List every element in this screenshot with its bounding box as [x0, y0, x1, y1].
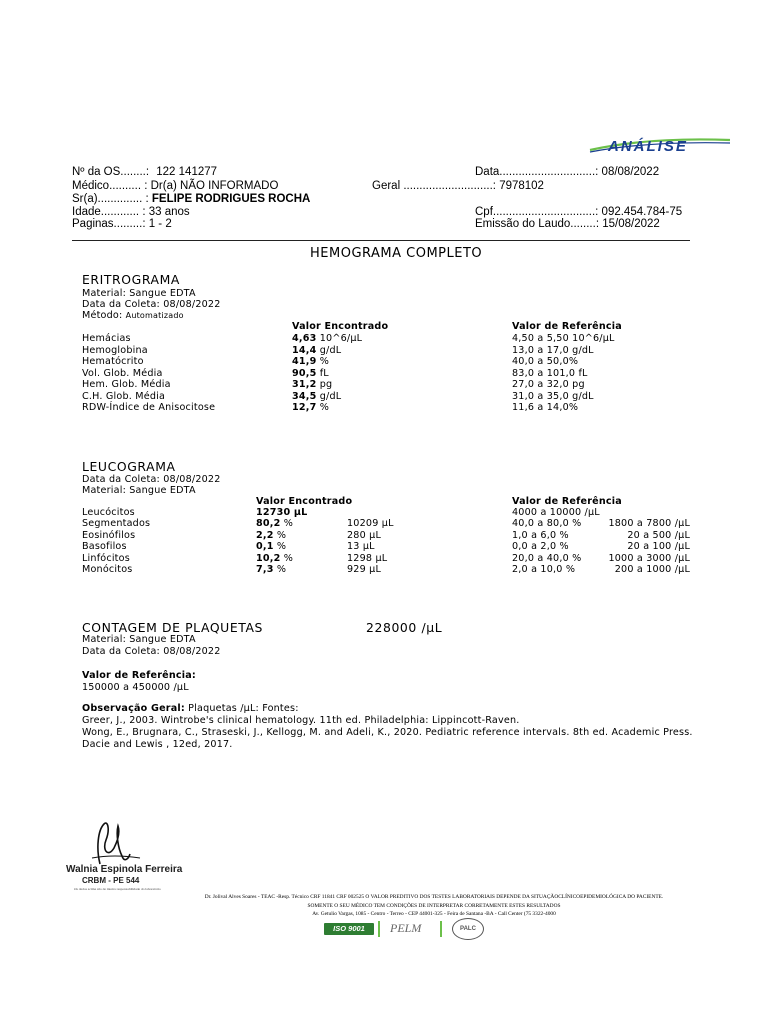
observacao-ref-1: Greer, J., 2003. Wintrobe's clinical hematology. 11th ed. Philadelphia: Lippincott-Raven.	[82, 715, 520, 726]
footer-line-2: SOMENTE O SEU MÉDICO TEM CONDIÇÕES DE INTERPRETAR CORRETAMENTE ESTES RESULTADOS	[307, 903, 561, 909]
eritrograma-row-unit: %	[319, 356, 330, 367]
plaquetas-ref-label: Valor de Referência:	[82, 670, 196, 681]
leucograma-row-pct-unit: %	[283, 552, 294, 564]
os-value: 122 141277	[156, 166, 218, 178]
leucograma-col-ref: Valor de Referência	[512, 496, 622, 507]
leucograma-row-pct	[256, 553, 293, 564]
eritrograma-row-value	[292, 402, 329, 413]
idade-label: Idade............ :	[72, 206, 146, 218]
patient-line	[72, 193, 310, 205]
data-label: Data..............................:	[475, 166, 599, 178]
leucograma-row-pct-unit: %	[276, 541, 287, 552]
iso-badge	[324, 923, 374, 935]
leucograma-row-pct-value: 7,3	[256, 564, 274, 575]
leucocitos-ref: 4000 a 10000 /µL	[512, 507, 600, 518]
eritrograma-col-valor: Valor Encontrado	[292, 321, 389, 332]
leucograma-col-valor: Valor Encontrado	[256, 496, 353, 507]
lab-logo-graphic	[588, 133, 733, 155]
observacao-ref-2: Wong, E., Brugnara, C., Straseski, J., Kellogg, M. and Adeli, K., 2020. Pediatric reference intervals. 8th ed. Academic Press.	[82, 727, 693, 738]
leucograma-row-ref-abs: 20 a 100 /µL	[627, 541, 690, 552]
paginas-line	[72, 218, 172, 230]
eritrograma-row-name: Hematócrito	[82, 356, 144, 367]
leucograma-row-ref-abs: 200 a 1000 /µL	[614, 564, 690, 575]
eritrograma-row-name: Vol. Glob. Média	[82, 367, 163, 379]
observacao-label: Observação Geral:	[82, 703, 185, 714]
leucograma-row-pct	[256, 564, 286, 575]
eritrograma-row-name: RDW-Índice de Anisocitose	[82, 402, 216, 413]
patient-name: FELIPE RODRIGUES ROCHA	[151, 193, 311, 205]
emissao-line	[475, 218, 660, 230]
emissao-label: Emissão do Laudo........:	[475, 218, 600, 230]
cpf-label: Cpf................................:	[475, 206, 599, 218]
leucograma-row-name: Monócitos	[82, 564, 133, 575]
eritrograma-row-number: 31,2	[292, 379, 317, 390]
geral-value: 7978102	[499, 180, 544, 192]
signature-crbm: CRBM - PE 544	[82, 876, 140, 885]
leucograma-row-abs: 13 µL	[347, 541, 375, 552]
leucograma-row-abs: 1298 µL	[347, 552, 388, 564]
plaquetas-value: 228000 /µL	[366, 620, 443, 635]
leucograma-heading: LEUCOGRAMA	[82, 459, 176, 474]
badge-divider-2	[440, 921, 442, 937]
leucograma-row-pct-value: 10,2	[256, 552, 281, 564]
eritrograma-row-number: 14,4	[292, 344, 317, 356]
data-line	[475, 166, 659, 178]
eritrograma-row-ref: 27,0 a 32,0 pg	[512, 379, 585, 390]
paginas-value: 1 - 2	[148, 218, 172, 230]
leucograma-row-pct	[256, 518, 293, 529]
emissao-value: 15/08/2022	[602, 218, 660, 230]
eritrograma-row-unit: pg	[319, 379, 333, 390]
lab-logo	[588, 133, 733, 155]
eritrograma-row-unit: %	[319, 402, 330, 413]
leucograma-row-pct-unit: %	[283, 518, 294, 529]
eritrograma-row-number: 90,5	[292, 367, 317, 379]
eritrograma-row-unit: fL	[319, 367, 329, 379]
leucograma-row-pct-value: 2,2	[256, 529, 274, 541]
leucograma-row-pct-unit: %	[276, 564, 287, 575]
leucograma-row-ref-abs: 1000 a 3000 /µL	[608, 552, 690, 564]
plaquetas-ref-value: 150000 a 450000 /µL	[82, 682, 189, 693]
medico-line	[72, 180, 278, 192]
eritrograma-row-number: 12,7	[292, 402, 317, 413]
eritrograma-heading: ERITROGRAMA	[82, 272, 180, 287]
leucograma-row-ref-pct: 40,0 a 80,0 %	[512, 518, 582, 529]
lab-logo-text: ANÁLISE	[608, 138, 688, 155]
medico-value: Dr(a) NÃO INFORMADO	[150, 180, 279, 192]
eritrograma-material: Material: Sangue EDTA	[82, 288, 196, 299]
leucograma-row-name: Eosinófilos	[82, 529, 136, 541]
eritrograma-row-ref: 40,0 a 50,0%	[512, 356, 579, 367]
leucograma-row-ref-abs: 20 a 500 /µL	[627, 529, 690, 541]
eritrograma-row-number: 4,63	[292, 333, 317, 344]
eritrograma-coleta: Data da Coleta: 08/08/2022	[82, 299, 221, 310]
palc-badge	[452, 918, 484, 940]
footer-line-1: Dr. Jolival Alves Soares - TEAC -Resp. Técnico CRF 11841 CRF 002525 O VALOR PREDITIVO DOS TESTES LABORATORIAIS DEPENDE DA SITUAÇÃOCLÍNICOEPIDEMIOLÓGICA DO PACIENTE.	[204, 894, 664, 900]
patient-label: Sr(a).............. :	[72, 193, 149, 205]
pelm-badge: PELM	[390, 921, 422, 935]
eritrograma-row-value	[292, 391, 341, 402]
eritrograma-row-unit: 10^6/µL	[319, 333, 363, 344]
eritrograma-row-ref: 11,6 a 14,0%	[512, 402, 579, 413]
leucograma-row-name: Segmentados	[82, 518, 151, 529]
cpf-line	[475, 206, 682, 218]
eritrograma-row-value	[292, 356, 329, 367]
idade-line	[72, 206, 190, 218]
metodo-value: Automatizado	[125, 311, 184, 320]
cpf-value: 092.454.784-75	[601, 206, 683, 218]
paginas-label: Paginas.........:	[72, 218, 146, 230]
eritrograma-row-ref: 83,0 a 101,0 fL	[512, 367, 588, 379]
header-divider	[72, 240, 690, 241]
eritrograma-row-value	[292, 379, 332, 390]
leucograma-row-ref-pct: 2,0 a 10,0 %	[512, 564, 576, 575]
leucograma-row-ref-pct: 0,0 a 2,0 %	[512, 541, 569, 552]
eritrograma-row-ref: 31,0 a 35,0 g/dL	[512, 390, 594, 402]
report-title: HEMOGRAMA COMPLETO	[310, 246, 483, 261]
leucograma-row-pct-unit: %	[276, 529, 287, 541]
leucocitos-value: 12730 µL	[256, 507, 308, 518]
eritrograma-row-unit: g/dL	[319, 390, 342, 402]
eritrograma-row-value	[292, 333, 362, 344]
leucograma-row-abs: 280 µL	[347, 529, 382, 541]
leucograma-material: Material: Sangue EDTA	[82, 485, 196, 496]
os-label: Nº da OS........:	[72, 166, 150, 178]
leucograma-row-pct-value: 80,2	[256, 518, 281, 529]
signature-scribble	[78, 818, 158, 868]
leucograma-row-name: Linfócitos	[82, 552, 130, 564]
observacao-text: Plaquetas /µL: Fontes:	[188, 703, 299, 714]
leucograma-row-pct	[256, 541, 286, 552]
leucograma-row-ref-abs: 1800 a 7800 /µL	[608, 518, 690, 529]
leucograma-row-abs: 929 µL	[347, 564, 382, 575]
eritrograma-row-ref: 13,0 a 17,0 g/dL	[512, 344, 594, 356]
plaquetas-material: Material: Sangue EDTA	[82, 634, 196, 645]
signature-note: Os dados acima são de inteira responsabilidade do laboratório	[74, 887, 161, 891]
iso-badge-text: ISO 9001	[333, 924, 365, 933]
eritrograma-row-name: Hemácias	[82, 333, 131, 344]
geral-label: Geral ............................:	[372, 180, 496, 192]
eritrograma-row-number: 34,5	[292, 390, 317, 402]
leucograma-row-pct	[256, 530, 286, 541]
eritrograma-metodo	[82, 310, 184, 321]
observacao-ref-3: Dacie and Lewis , 12ed, 2017.	[82, 739, 233, 750]
plaquetas-coleta: Data da Coleta: 08/08/2022	[82, 646, 221, 657]
medico-label: Médico.......... :	[72, 180, 148, 192]
eritrograma-row-ref: 4,50 a 5,50 10^6/µL	[512, 333, 615, 344]
leucograma-coleta: Data da Coleta: 08/08/2022	[82, 474, 221, 485]
leucograma-row-pct-value: 0,1	[256, 541, 274, 552]
idade-value: 33 anos	[148, 206, 190, 218]
data-value: 08/08/2022	[601, 166, 660, 178]
eritrograma-row-value	[292, 368, 329, 379]
eritrograma-col-ref: Valor de Referência	[512, 321, 622, 332]
observacao-line	[82, 703, 299, 714]
eritrograma-row-name: Hem. Glob. Média	[82, 379, 171, 390]
palc-badge-text: PALC	[460, 926, 476, 932]
eritrograma-row-name: C.H. Glob. Média	[82, 390, 166, 402]
geral-line	[372, 180, 544, 192]
metodo-label: Método:	[82, 310, 123, 321]
leucocitos-name: Leucócitos	[82, 507, 135, 518]
eritrograma-row-value	[292, 345, 341, 356]
footer-line-3: Av. Getulio Vargas, 1085 - Centro - Terreo - CEP 44001-325 - Feira de Santana -BA - Call Center (75 3322-4000	[312, 911, 556, 917]
os-line	[72, 166, 217, 178]
leucograma-row-ref-pct: 20,0 a 40,0 %	[512, 552, 582, 564]
leucograma-row-abs: 10209 µL	[347, 518, 394, 529]
eritrograma-row-name: Hemoglobina	[82, 344, 148, 356]
signature-name: Walnia Espinola Ferreira	[66, 864, 183, 875]
eritrograma-row-unit: g/dL	[319, 344, 342, 356]
eritrograma-row-number: 41,9	[292, 356, 317, 367]
badge-divider	[378, 921, 380, 937]
leucograma-row-name: Basofilos	[82, 541, 127, 552]
plaquetas-heading: CONTAGEM DE PLAQUETAS	[82, 620, 264, 635]
leucograma-row-ref-pct: 1,0 a 6,0 %	[512, 529, 569, 541]
